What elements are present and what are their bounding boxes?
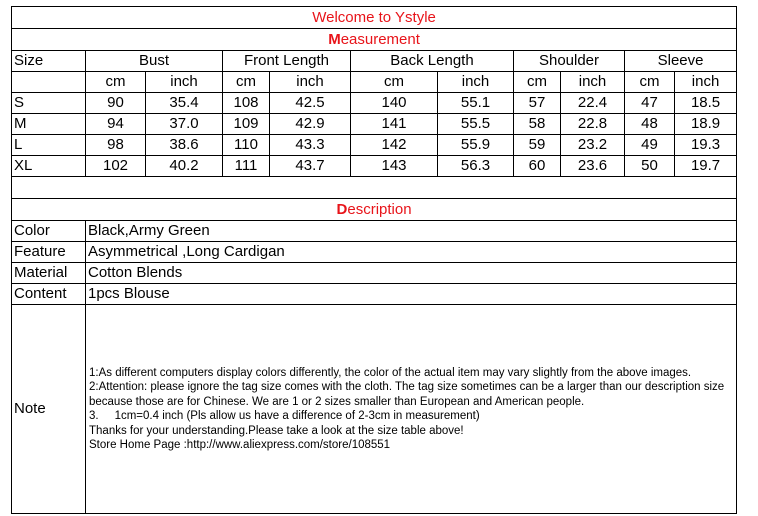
value-cell: 58 [514,114,561,135]
sleeve-header: Sleeve [625,51,737,72]
unit-cell: inch [438,72,514,93]
value-cell: 42.9 [270,114,351,135]
unit-cell: inch [270,72,351,93]
value-cell: 37.0 [146,114,223,135]
detail-row [12,284,737,305]
note-line: Thanks for your understanding.Please take a look at the size table above! [89,424,464,437]
note-label: Note [12,305,86,514]
table-row [12,114,737,135]
value-cell: 142 [351,135,438,156]
value-cell: 102 [86,156,146,177]
shoulder-header: Shoulder [514,51,625,72]
table-row [12,93,737,114]
detail-value-feature: Asymmetrical ,Long Cardigan [86,242,737,263]
value-cell: 50 [625,156,675,177]
value-cell: 38.6 [146,135,223,156]
detail-value-material: Cotton Blends [86,263,737,284]
description-heading: Description [12,199,737,221]
table-row [12,135,737,156]
detail-label-material: Material [12,263,86,284]
detail-value-color: Black,Army Green [86,221,737,242]
value-cell: 57 [514,93,561,114]
size-label: M [12,114,86,135]
detail-row [12,242,737,263]
detail-label-feature: Feature [12,242,86,263]
value-cell: 111 [223,156,270,177]
value-cell: 47 [625,93,675,114]
value-cell: 42.5 [270,93,351,114]
unit-cell: cm [351,72,438,93]
detail-label-color: Color [12,221,86,242]
value-cell: 55.1 [438,93,514,114]
unit-cell: cm [514,72,561,93]
detail-row [12,221,737,242]
value-cell: 94 [86,114,146,135]
value-cell: 56.3 [438,156,514,177]
value-cell: 18.9 [675,114,737,135]
unit-cell: inch [146,72,223,93]
size-label: S [12,93,86,114]
value-cell: 23.2 [561,135,625,156]
value-cell: 43.3 [270,135,351,156]
spacer-row [12,177,737,199]
value-cell: 19.7 [675,156,737,177]
measurement-heading: Measurement [12,29,737,51]
value-cell: 43.7 [270,156,351,177]
note-text [86,305,737,514]
unit-cell: inch [675,72,737,93]
unit-cell: cm [86,72,146,93]
note-line: 2:Attention: please ignore the tag size comes with the cloth. The tag size sometimes can be a larger than our description size because those are for Chinese. We are 1 or 2 sizes smaller than European and American people. [89,381,725,408]
detail-row [12,263,737,284]
value-cell: 55.9 [438,135,514,156]
value-cell: 140 [351,93,438,114]
value-cell: 110 [223,135,270,156]
value-cell: 90 [86,93,146,114]
table-row [12,156,737,177]
front-length-header: Front Length [223,51,351,72]
value-cell: 23.6 [561,156,625,177]
note-line: 1:As different computers display colors differently, the color of the actual item may vary slightly from the above images. [89,366,692,379]
value-cell: 40.2 [146,156,223,177]
detail-label-content: Content [12,284,86,305]
unit-cell: cm [625,72,675,93]
value-cell: 49 [625,135,675,156]
size-header: Size [12,51,86,72]
value-cell: 22.4 [561,93,625,114]
value-cell: 109 [223,114,270,135]
unit-blank [12,72,86,93]
welcome-title: Welcome to Ystyle [12,7,737,29]
value-cell: 108 [223,93,270,114]
value-cell: 59 [514,135,561,156]
value-cell: 22.8 [561,114,625,135]
unit-row [12,72,737,93]
note-row [12,305,737,514]
unit-cell: cm [223,72,270,93]
size-label: L [12,135,86,156]
value-cell: 143 [351,156,438,177]
value-cell: 55.5 [438,114,514,135]
note-line: Store Home Page :http://www.aliexpress.com/store/108551 [89,439,391,451]
value-cell: 98 [86,135,146,156]
back-length-header: Back Length [351,51,514,72]
size-label: XL [12,156,86,177]
value-cell: 35.4 [146,93,223,114]
size-chart-table [11,6,737,514]
bust-header: Bust [86,51,223,72]
value-cell: 48 [625,114,675,135]
value-cell: 60 [514,156,561,177]
value-cell: 19.3 [675,135,737,156]
value-cell: 18.5 [675,93,737,114]
note-line: 3. 1cm=0.4 inch (Pls allow us have a difference of 2-3cm in measurement) [89,410,480,422]
value-cell: 141 [351,114,438,135]
header-row [12,51,737,72]
unit-cell: inch [561,72,625,93]
detail-value-content: 1pcs Blouse [86,284,737,305]
